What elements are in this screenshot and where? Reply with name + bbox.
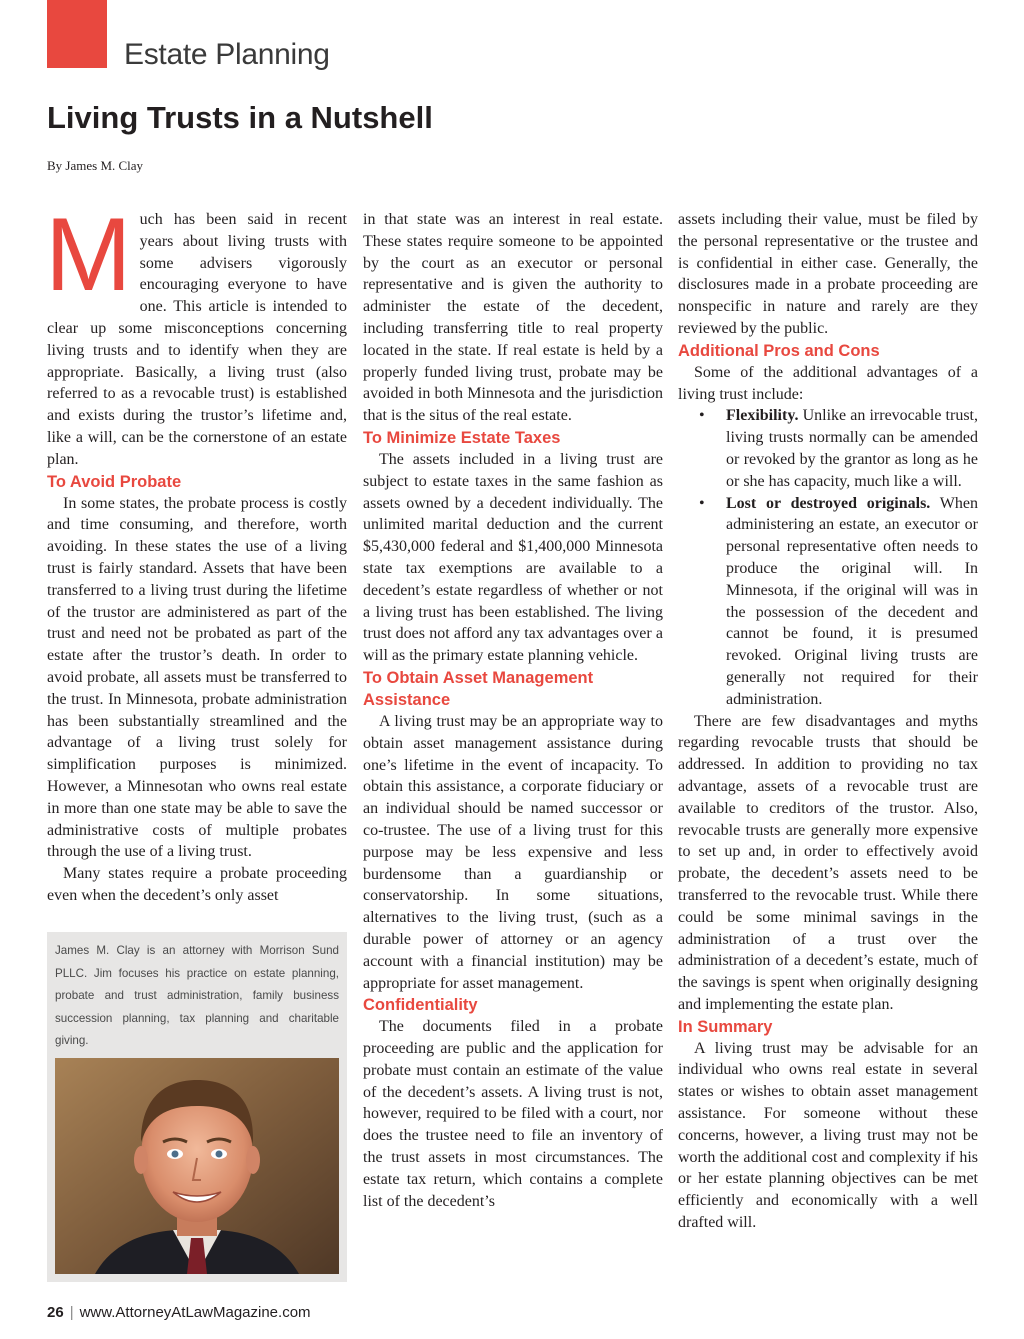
byline: By James M. Clay bbox=[47, 158, 144, 173]
list-item-text: Unlike an irrevocable trust, living trusts normally can be amended or revoked by the grantor as long as he or she has capacity, much like a will. bbox=[726, 407, 978, 490]
drop-cap: M bbox=[45, 197, 132, 313]
page-number: 26 bbox=[47, 1304, 64, 1321]
paragraph-probate-continued: in that state was an interest in real estate. These states require someone to be appointed by the court as an executor or personal representative and is given the authority to administer the estate of the decedent, including transferring title to real property located in the state. If real estate is held by a properly funded living trust, probate may be avoided in both Minnesota and the jurisdiction that is the situs of the real estate. bbox=[363, 211, 663, 425]
article-column-3 bbox=[678, 209, 978, 1234]
advantages-list bbox=[678, 405, 978, 710]
list-item-label: Flexibility. bbox=[726, 407, 799, 425]
paragraph-summary: A living trust may be advisable for an individual who owns real estate in several states or wishes to obtain asset management assistance. For someone without these concerns, however, a living trust may not be worth the additional cost and complexity if his or her estate planning objectives can be met efficiently and economically with a well drafted will. bbox=[678, 1039, 978, 1232]
section-label: Estate Planning bbox=[124, 38, 330, 71]
heading-confidentiality: Confidentiality bbox=[363, 996, 478, 1015]
paragraph-asset-management: A living trust may be an appropriate way to obtain asset management assistance during one’s lifetime in the event of incapacity. To obtain this assistance, a corporate fiduciary or an individual should be named successor or co-trustee. The use of a living trust for this purpose may be less expensive and less burdensome than a guardianship or conservatorship. In some situations, alternatives to the living trust, (such as a durable power of attorney or an agency account with a financial institution) may be appropriate for asset management. bbox=[363, 712, 663, 992]
heading-asset-management: To Obtain Asset Management Assistance bbox=[363, 668, 594, 709]
bullet-icon: • bbox=[699, 407, 705, 425]
list-item-text: When administering an estate, an executor or personal representative often needs to produce the original will. In Minnesota, if the original will was in the possession of the decedent and cannot be found, it is presumed revoked. Original living trusts are generally not required for their administration. bbox=[726, 494, 979, 708]
section-color-block bbox=[47, 0, 107, 68]
heading-summary: In Summary bbox=[678, 1017, 773, 1036]
footer-website-link[interactable]: www.AttorneyAtLawMagazine.com bbox=[79, 1304, 311, 1321]
article-title: Living Trusts in a Nutshell bbox=[47, 100, 433, 135]
article-column-1 bbox=[45, 197, 347, 907]
list-item bbox=[678, 405, 978, 492]
paragraph-avoid-probate-2: Many states require a probate proceeding even when the decedent’s only asset bbox=[47, 865, 347, 904]
page-footer bbox=[47, 1304, 311, 1321]
paragraph-confidentiality-continued: assets including their value, must be filed by the personal representative or the trustee and is confidential in either case. Generally, the disclosures made in a probate proceeding are nonspecific in nature and rarely are they reviewed by the public. bbox=[678, 211, 978, 337]
author-bio-text: James M. Clay is an attorney with Morrison Sund PLLC. Jim focuses his practice on estate planning, probate and trust administration, family business succession planning, tax planning and charitable giving. bbox=[55, 944, 339, 1048]
intro-paragraph bbox=[45, 197, 347, 471]
footer-separator: | bbox=[69, 1304, 74, 1321]
list-item bbox=[678, 493, 978, 711]
heading-minimize-estate-taxes: To Minimize Estate Taxes bbox=[363, 428, 561, 447]
article-column-2 bbox=[363, 209, 663, 1212]
author-bio-box bbox=[47, 932, 347, 1282]
paragraph-disadvantages: There are few disadvantages and myths regarding revocable trusts that should be addressed. In addition to providing no tax advantage, assets of a revocable trust are available to creditors of the trustor. Also, revocable trusts are generally more expensive to set up and, in order to effectively avoid probate, the decedent’s assets need to be transferred to the revocable trust. While there could be some minimal savings in the administration of a trust over the administration of a decedent’s estate, much of the savings is spent when originally designing and implementing the estate plan. bbox=[678, 712, 978, 1013]
intro-text: uch has been said in recent years about living trusts with some advisers vigorously encouraging everyone to have one. This article is intended to clear up some misconceptions concerning living trusts and to identify when they are appropriate. Basically, a living trust (also referred to as a revocable trust) is established and exists during the trustor’s lifetime and, like a will, can be the cornerstone of an estate plan. bbox=[47, 211, 347, 468]
paragraph-avoid-probate-1: In some states, the probate process is costly and time consuming, and therefore, worth avoiding. In these states the use of a living trust is fairly standard. Assets that have been transferred to a living trust during the lifetime of the trustor are administered as part of the trust and need not be probated as part of the estate after the trustor’s death. In order to avoid probate, all assets must be transferred to the trust. In Minnesota, probate administration has been substantially streamlined and the advantage of a living trust solely for simplification purposes is minimized. However, a Minnesotan who owns real estate in more than one state may be able to save the administrative costs of multiple probates through the use of a living trust. bbox=[47, 494, 347, 861]
paragraph-pros-intro: Some of the additional advantages of a living trust include: bbox=[678, 363, 978, 403]
heading-pros-cons: Additional Pros and Cons bbox=[678, 341, 880, 360]
paragraph-confidentiality: The documents filed in a probate proceeding are public and the application for probate must contain an estimate of the value of the decedent’s assets. A living trust is not, however, required to be filed with a court, nor does the trustee need to file an inventory of the trust assets in most circumstances. The estate tax return, which contains a complete list of the decedent’s bbox=[363, 1018, 663, 1210]
paragraph-estate-taxes: The assets included in a living trust are subject to estate taxes in the same fashion as assets owned by a decedent individually. The unlimited marital deduction and the current $5,430,000 federal and $1,400,000 Minnesota state tax exemptions are available to a decedent’s estate regardless of whether or not a living trust has been established. The living trust does not afford any tax advantages over a will as the primary estate planning vehicle. bbox=[363, 450, 663, 665]
heading-avoid-probate: To Avoid Probate bbox=[47, 472, 182, 491]
author-photo bbox=[55, 1058, 339, 1274]
list-item-label: Lost or destroyed originals. bbox=[726, 494, 931, 512]
bullet-icon: • bbox=[699, 494, 705, 512]
